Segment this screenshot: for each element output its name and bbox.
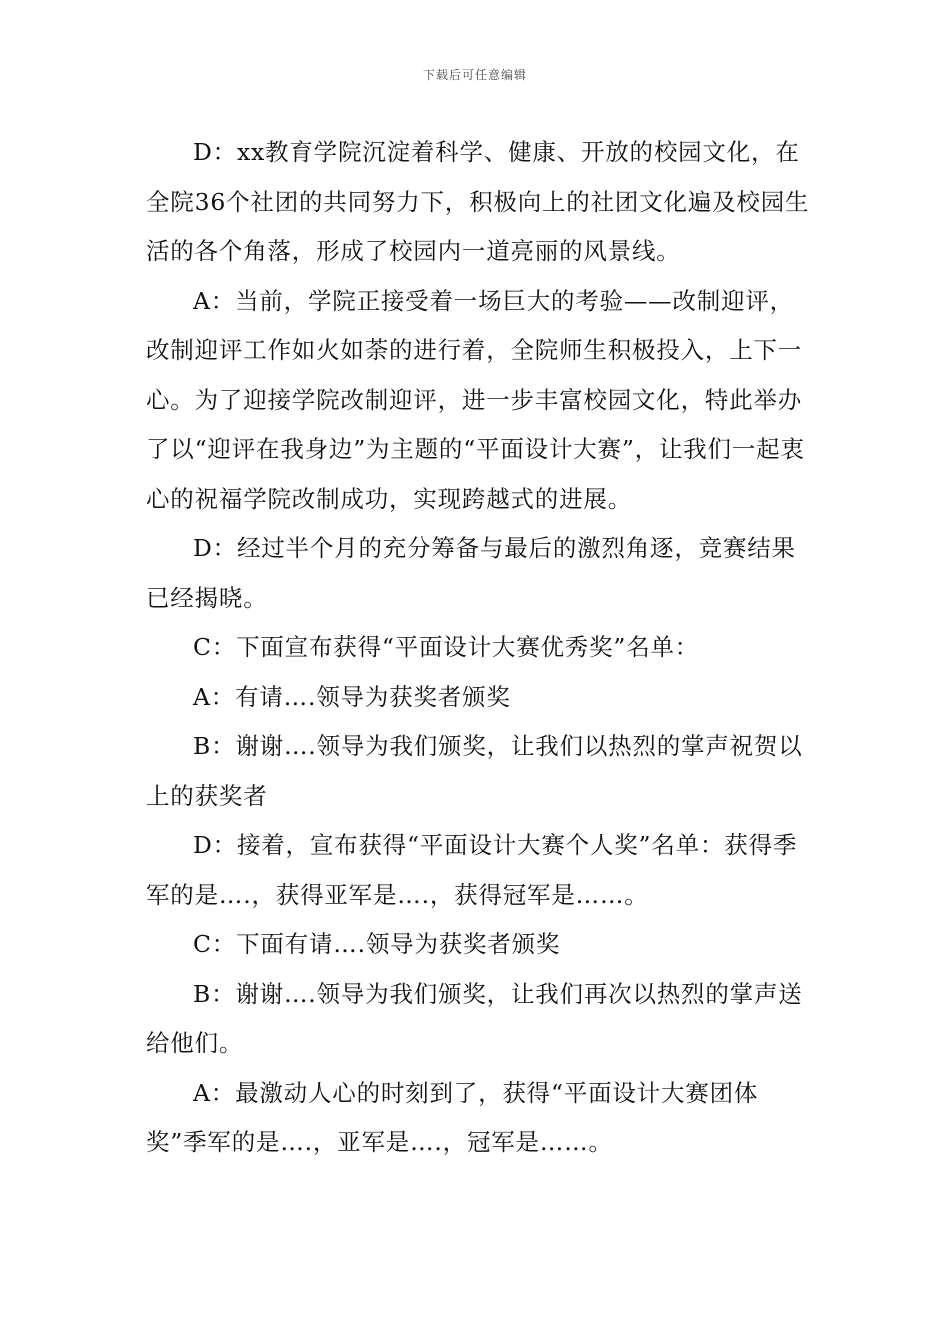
paragraph-b-thanks-again: B：谢谢….领导为我们颁奖，让我们再次以热烈的掌声送给他们。 [146, 979, 803, 1057]
paragraph-a-context: A：当前，学院正接受着一场巨大的考验——改制迎评，改制迎评工作如火如荼的进行着，全院师生积极投入，上下一心。为了迎接学院改制迎评，进一步丰富校园文化，特此举办了以“迎评在我身边”为主题的“平面设计大赛”，让我们一起衷心的祝福学院改制成功，实现跨越式的进展。 [146, 286, 805, 513]
page-header: 下载后可任意编辑 [422, 68, 527, 82]
paragraph-d-individual-award: D：接着，宣布获得“平面设计大赛个人奖”名单：获得季军的是….，获得亚军是….，获得冠军是……。 [146, 831, 798, 909]
paragraph-d-results: D：经过半个月的充分筹备与最后的激烈角逐，竞赛结果已经揭晓。 [146, 534, 796, 612]
paragraph-a-team-award: A：最激动人心的时刻到了，获得“平面设计大赛团体奖”季军的是….，亚军是….，冠军是……。 [146, 1078, 759, 1156]
paragraph-c-invite-leader: C：下面有请….领导为获奖者颁奖 [193, 930, 561, 958]
paragraph-a-invite-leader: A：有请….领导为获奖者颁奖 [193, 682, 511, 711]
paragraph-b-thanks: B：谢谢….领导为我们颁奖，让我们以热烈的掌声祝贺以上的获奖者 [146, 732, 803, 810]
paragraph-c-excellence-award: C：下面宣布获得“平面设计大赛优秀奖”名单： [193, 633, 700, 661]
paragraph-d-intro: D：xx教育学院沉淀着科学、健康、开放的校园文化，在全院36个社团的共同努力下，积极向上的社团文化遍及校园生活的各个角落，形成了校园内一道亮丽的风景线。 [146, 138, 810, 265]
document-body [146, 128, 818, 1168]
